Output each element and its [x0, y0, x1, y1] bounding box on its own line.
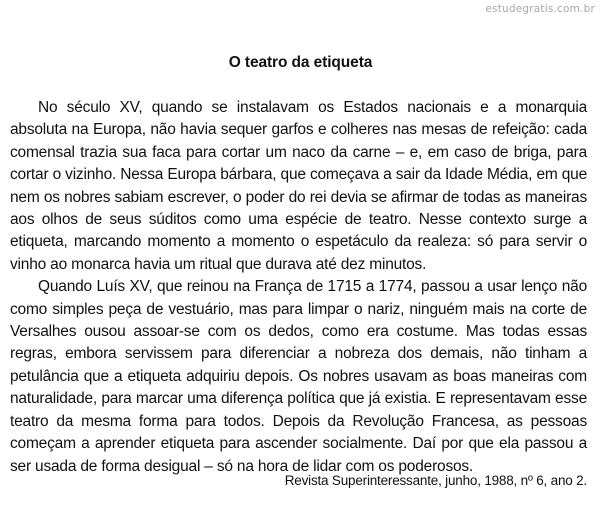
source-citation: Revista Superinteressante, junho, 1988, nº 6, ano 2. [284, 473, 587, 488]
article-paragraph-2: Quando Luís XV, que reinou na França de 1715 a 1774, passou a usar lenço não como simples peça de vestuário, mas para limpar o nariz, ninguém mais na corte de Versalhes ousou assoar-se com os dedos, como era costume. Mas todas essas regras, embora servissem para diferenciar a nobreza dos demais, não tinham a petulância que a etiqueta adquiriu depois. Os nobres usavam as boas maneiras com naturalidade, para marcar uma diferença política que já existia. E representavam esse teatro da mesma forma para todos. Depois da Revolução Francesa, as pessoas começam a aprender etiqueta para ascender socialmente. Daí por que ela passou a ser usada de forma desigual – só na hora de lidar com os poderosos. [10, 278, 587, 475]
article-body [10, 97, 587, 478]
article-title: O teatro da etiqueta [228, 54, 373, 71]
article-paragraph-1: No século XV, quando se instalavam os Estados nacionais e a monarquia absoluta na Europa, não havia sequer garfos e colheres nas mesas de refeição: cada comensal trazia sua faca para cortar um naco da carne – e, em caso de briga, para cortar o vizinho. Nessa Europa bárbara, que começava a sair da Idade Média, em que nem os nobres sabiam escrever, o poder do rei devia se afirmar de todas as maneiras aos olhos de seus súditos como uma espécie de teatro. Nesse contexto surge a etiqueta, marcando momento a momento o espetáculo da realeza: só para servir o vinho ao monarca havia um ritual que durava até dez minutos. [10, 99, 587, 273]
site-watermark: estudegratis.com.br [485, 3, 595, 15]
